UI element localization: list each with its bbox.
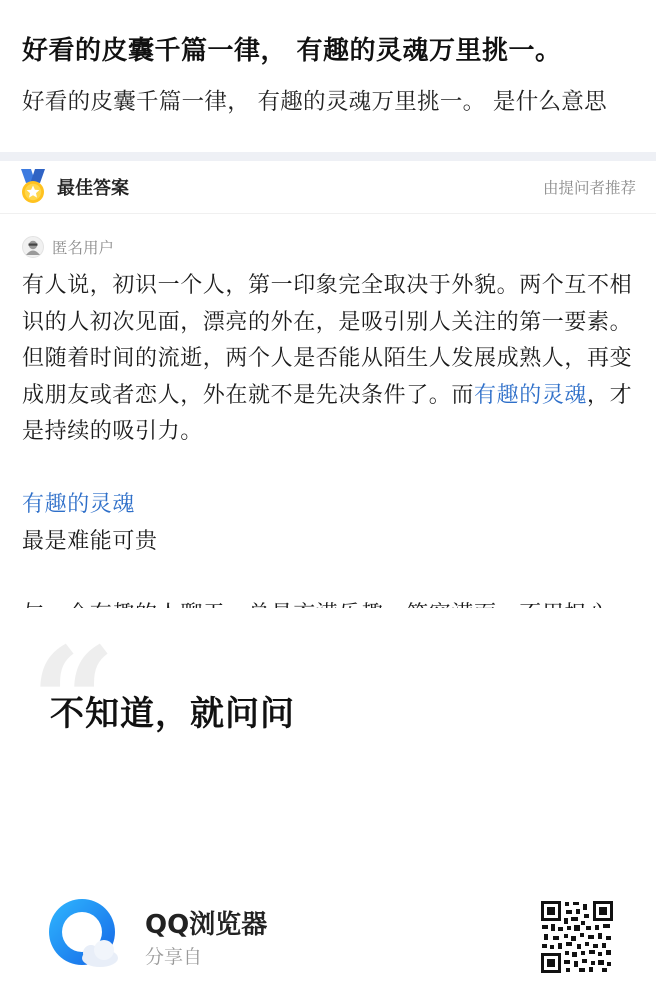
keyword-link[interactable]: 有趣的灵魂 (474, 382, 588, 408)
asker-recommend-badge: 由提问者推荐 (542, 179, 636, 197)
answer-text: 有人说，初识一个人，第一印象完全取决于外貌。两个互不相识的人初次见面，漂亮的外在，是吸引别人关注的第一要素。但随着时间的流逝，两个人是否能从陌生人发展成熟人，再变成朋友或者恋人，外在就不是先决条件了。而 (22, 273, 633, 408)
share-promo-card (0, 608, 656, 1008)
subheading-link[interactable]: 有趣的灵魂 (22, 492, 136, 517)
section-divider (0, 152, 656, 161)
answer-paragraph (22, 268, 638, 451)
answer-body (22, 268, 638, 608)
anonymous-user-icon (23, 237, 43, 257)
answer-line: 最是难能可贵 (22, 528, 158, 554)
app-name: QQ浏览器 (145, 910, 268, 940)
paragraph-spacer (22, 560, 638, 597)
question-description: 好看的皮囊千篇一律， 有趣的灵魂万里挑一。 是什么意思 (22, 89, 607, 115)
answer-text: ，才是持续的吸引力。 (22, 382, 633, 444)
best-answer-header (0, 161, 656, 214)
qr-code-icon (540, 900, 614, 974)
paragraph-spacer (22, 451, 638, 488)
question-title: 好看的皮囊千篇一律， 有趣的灵魂万里挑一。 (22, 36, 562, 66)
qq-browser-logo-icon (46, 896, 126, 976)
answerer-name: 匿名用户 (52, 239, 115, 257)
answerer-row (0, 230, 656, 264)
quote-mark-icon: “ (30, 615, 117, 791)
question-section (0, 0, 656, 152)
anonymous-avatar (22, 236, 44, 258)
best-answer-label: 最佳答案 (57, 178, 129, 199)
share-from-label: 分享自 (145, 946, 203, 968)
medal-star-icon (18, 169, 48, 205)
promo-slogan: 不知道，就问问 (50, 694, 295, 734)
answer-subheading (22, 487, 638, 524)
